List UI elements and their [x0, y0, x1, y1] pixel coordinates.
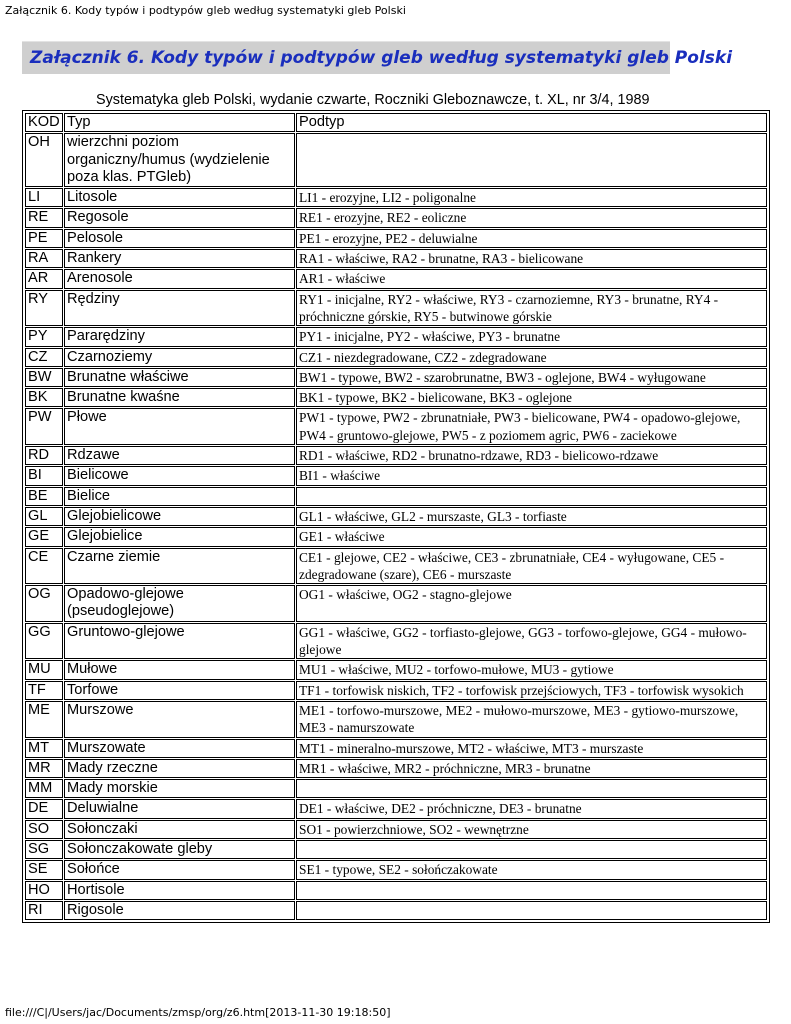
- typ-cell: Mułowe: [64, 660, 295, 679]
- podtyp-cell: MU1 - właściwe, MU2 - torfowo-mułowe, MU3 - gytiowe: [296, 660, 767, 679]
- typ-cell: Hortisole: [64, 881, 295, 900]
- table-header-row: [25, 113, 767, 132]
- podtyp-cell: RE1 - erozyjne, RE2 - eoliczne: [296, 208, 767, 227]
- kod-cell: ME: [25, 701, 63, 738]
- podtyp-cell: GG1 - właściwe, GG2 - torfiasto-glejowe, GG3 - torfowo-glejowe, GG4 - mułowo-glejowe: [296, 623, 767, 660]
- typ-cell: Pelosole: [64, 229, 295, 248]
- typ-cell: Bielice: [64, 487, 295, 506]
- typ-cell: Bielicowe: [64, 466, 295, 485]
- typ-cell: Litosole: [64, 188, 295, 207]
- podtyp-cell: PE1 - erozyjne, PE2 - deluwialne: [296, 229, 767, 248]
- kod-cell: BI: [25, 466, 63, 485]
- typ-cell: Glejobielice: [64, 527, 295, 546]
- kod-cell: PW: [25, 408, 63, 445]
- podtyp-cell: MT1 - mineralno-murszowe, MT2 - właściwe, MT3 - murszaste: [296, 739, 767, 758]
- table-row: [25, 840, 767, 859]
- table-row: [25, 368, 767, 387]
- typ-cell: Deluwialne: [64, 799, 295, 818]
- table-row: [25, 820, 767, 839]
- browser-page-header: Załącznik 6. Kody typów i podtypów gleb według systematyki gleb Polski: [5, 4, 406, 17]
- kod-cell: SO: [25, 820, 63, 839]
- soil-codes-table: [24, 112, 768, 921]
- podtyp-cell: DE1 - właściwe, DE2 - próchniczne, DE3 - brunatne: [296, 799, 767, 818]
- browser-page-footer: file:///C|/Users/jac/Documents/zmsp/org/z6.htm[2013-11-30 19:18:50]: [5, 1006, 391, 1019]
- typ-cell: Rdzawe: [64, 446, 295, 465]
- podtyp-cell: [296, 487, 767, 506]
- podtyp-cell: MR1 - właściwe, MR2 - próchniczne, MR3 - brunatne: [296, 759, 767, 778]
- table-row: [25, 269, 767, 288]
- kod-cell: TF: [25, 681, 63, 700]
- table-row: [25, 527, 767, 546]
- typ-cell: Murszowe: [64, 701, 295, 738]
- podtyp-cell: [296, 840, 767, 859]
- typ-cell: Płowe: [64, 408, 295, 445]
- soil-codes-table-frame: [22, 110, 770, 923]
- table-row: [25, 759, 767, 778]
- table-row: [25, 701, 767, 738]
- kod-cell: RA: [25, 249, 63, 268]
- header-podtyp: Podtyp: [296, 113, 767, 132]
- table-row: [25, 623, 767, 660]
- table-row: [25, 881, 767, 900]
- podtyp-cell: ME1 - torfowo-murszowe, ME2 - mułowo-murszowe, ME3 - gytiowo-murszowe, ME3 - namurszowate: [296, 701, 767, 738]
- table-row: [25, 585, 767, 622]
- table-row: [25, 548, 767, 585]
- table-row: [25, 466, 767, 485]
- title-banner: [22, 41, 733, 74]
- kod-cell: RY: [25, 290, 63, 327]
- typ-cell: Pararędziny: [64, 327, 295, 346]
- table-row: [25, 133, 767, 187]
- table-row: [25, 487, 767, 506]
- header-kod: KOD: [25, 113, 63, 132]
- typ-cell: wierzchni poziom organiczny/humus (wydzielenie poza klas. PTGleb): [64, 133, 295, 187]
- podtyp-cell: GE1 - właściwe: [296, 527, 767, 546]
- podtyp-cell: LI1 - erozyjne, LI2 - poligonalne: [296, 188, 767, 207]
- typ-cell: Czarne ziemie: [64, 548, 295, 585]
- table-row: [25, 799, 767, 818]
- kod-cell: GG: [25, 623, 63, 660]
- kod-cell: OH: [25, 133, 63, 187]
- page-title: Załącznik 6. Kody typów i podtypów gleb według systematyki gleb Polski: [30, 48, 733, 68]
- podtyp-cell: PW1 - typowe, PW2 - zbrunatniałe, PW3 - bielicowane, PW4 - opadowo-glejowe, PW4 - gruntowo-glejowe, PW5 - z poziomem agric, PW6 - zaciekowe: [296, 408, 767, 445]
- kod-cell: PY: [25, 327, 63, 346]
- kod-cell: MM: [25, 779, 63, 798]
- typ-cell: Regosole: [64, 208, 295, 227]
- kod-cell: CE: [25, 548, 63, 585]
- table-row: [25, 208, 767, 227]
- kod-cell: RI: [25, 901, 63, 920]
- typ-cell: Mady rzeczne: [64, 759, 295, 778]
- podtyp-cell: TF1 - torfowisk niskich, TF2 - torfowisk przejściowych, TF3 - torfowisk wysokich: [296, 681, 767, 700]
- podtyp-cell: BI1 - właściwe: [296, 466, 767, 485]
- table-row: [25, 901, 767, 920]
- table-row: [25, 446, 767, 465]
- typ-cell: Brunatne kwaśne: [64, 388, 295, 407]
- podtyp-cell: BK1 - typowe, BK2 - bielicowane, BK3 - oglejone: [296, 388, 767, 407]
- kod-cell: BW: [25, 368, 63, 387]
- kod-cell: SE: [25, 860, 63, 879]
- typ-cell: Sołońce: [64, 860, 295, 879]
- podtyp-cell: SO1 - powierzchniowe, SO2 - wewnętrzne: [296, 820, 767, 839]
- table-row: [25, 408, 767, 445]
- kod-cell: BK: [25, 388, 63, 407]
- kod-cell: GL: [25, 507, 63, 526]
- table-row: [25, 348, 767, 367]
- podtyp-cell: [296, 779, 767, 798]
- table-row: [25, 860, 767, 879]
- podtyp-cell: OG1 - właściwe, OG2 - stagno-glejowe: [296, 585, 767, 622]
- podtyp-cell: PY1 - inicjalne, PY2 - właściwe, PY3 - brunatne: [296, 327, 767, 346]
- table-row: [25, 229, 767, 248]
- kod-cell: RD: [25, 446, 63, 465]
- header-typ: Typ: [64, 113, 295, 132]
- kod-cell: BE: [25, 487, 63, 506]
- table-row: [25, 739, 767, 758]
- podtyp-cell: CE1 - glejowe, CE2 - właściwe, CE3 - zbrunatniałe, CE4 - wyługowane, CE5 - zdegradowane (szare), CE6 - murszaste: [296, 548, 767, 585]
- kod-cell: PE: [25, 229, 63, 248]
- typ-cell: Torfowe: [64, 681, 295, 700]
- typ-cell: Rankery: [64, 249, 295, 268]
- table-row: [25, 660, 767, 679]
- podtyp-cell: CZ1 - niezdegradowane, CZ2 - zdegradowane: [296, 348, 767, 367]
- kod-cell: RE: [25, 208, 63, 227]
- typ-cell: Sołonczaki: [64, 820, 295, 839]
- podtyp-cell: SE1 - typowe, SE2 - sołończakowate: [296, 860, 767, 879]
- podtyp-cell: [296, 133, 767, 187]
- table-row: [25, 188, 767, 207]
- table-row: [25, 327, 767, 346]
- podtyp-cell: RD1 - właściwe, RD2 - brunatno-rdzawe, RD3 - bielicowo-rdzawe: [296, 446, 767, 465]
- typ-cell: Murszowate: [64, 739, 295, 758]
- podtyp-cell: [296, 881, 767, 900]
- kod-cell: GE: [25, 527, 63, 546]
- table-row: [25, 507, 767, 526]
- kod-cell: MU: [25, 660, 63, 679]
- table-body: [25, 133, 767, 920]
- table-row: [25, 681, 767, 700]
- typ-cell: Brunatne właściwe: [64, 368, 295, 387]
- podtyp-cell: RA1 - właściwe, RA2 - brunatne, RA3 - bielicowane: [296, 249, 767, 268]
- podtyp-cell: [296, 901, 767, 920]
- kod-cell: SG: [25, 840, 63, 859]
- typ-cell: Sołonczakowate gleby: [64, 840, 295, 859]
- kod-cell: MR: [25, 759, 63, 778]
- kod-cell: OG: [25, 585, 63, 622]
- table-row: [25, 290, 767, 327]
- podtyp-cell: GL1 - właściwe, GL2 - murszaste, GL3 - torfiaste: [296, 507, 767, 526]
- typ-cell: Rigosole: [64, 901, 295, 920]
- kod-cell: HO: [25, 881, 63, 900]
- typ-cell: Rędziny: [64, 290, 295, 327]
- table-row: [25, 779, 767, 798]
- table-row: [25, 249, 767, 268]
- kod-cell: CZ: [25, 348, 63, 367]
- typ-cell: Opadowo-glejowe (pseudoglejowe): [64, 585, 295, 622]
- kod-cell: LI: [25, 188, 63, 207]
- podtyp-cell: RY1 - inicjalne, RY2 - właściwe, RY3 - czarnoziemne, RY3 - brunatne, RY4 - próchniczne górskie, RY5 - butwinowe górskie: [296, 290, 767, 327]
- table-row: [25, 388, 767, 407]
- podtyp-cell: BW1 - typowe, BW2 - szarobrunatne, BW3 - oglejone, BW4 - wyługowane: [296, 368, 767, 387]
- typ-cell: Arenosole: [64, 269, 295, 288]
- kod-cell: MT: [25, 739, 63, 758]
- typ-cell: Glejobielicowe: [64, 507, 295, 526]
- kod-cell: AR: [25, 269, 63, 288]
- typ-cell: Gruntowo-glejowe: [64, 623, 295, 660]
- typ-cell: Czarnoziemy: [64, 348, 295, 367]
- kod-cell: DE: [25, 799, 63, 818]
- table-caption: Systematyka gleb Polski, wydanie czwarte, Roczniki Gleboznawcze, t. XL, nr 3/4, 1989: [96, 92, 650, 108]
- podtyp-cell: AR1 - właściwe: [296, 269, 767, 288]
- typ-cell: Mady morskie: [64, 779, 295, 798]
